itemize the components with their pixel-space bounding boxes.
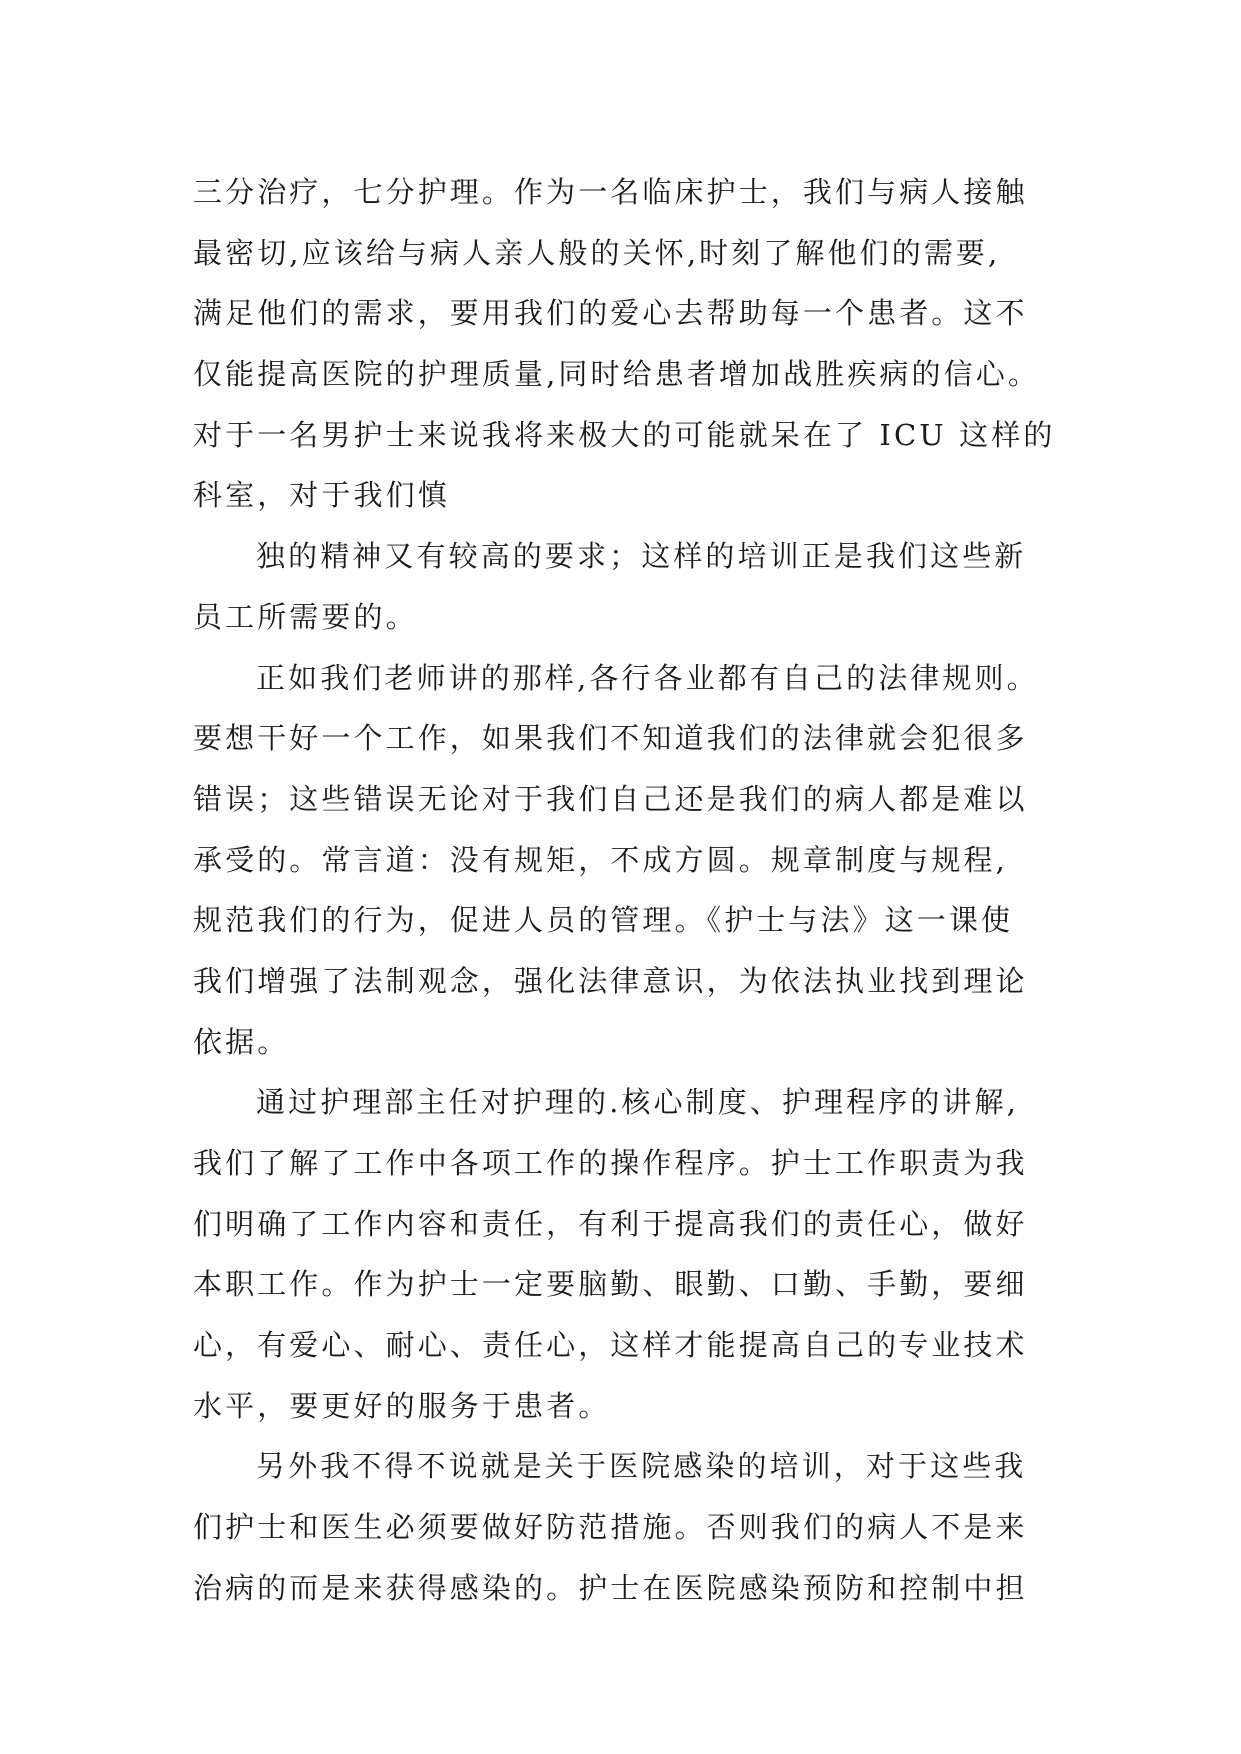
text-line: 三分治疗，七分护理。作为一名临床护士，我们与病人接触 [193, 175, 1028, 209]
text-line: 仅能提高医院的护理质量,同时给患者增加战胜疾病的信心。 [193, 357, 1040, 392]
text-line: 另外我不得不说就是关于医院感染的培训，对于这些我 [256, 1449, 1027, 1484]
text-line: 正如我们老师讲的那样,各行各业都有自己的法律规则。 [256, 660, 1039, 695]
text-line: 错误；这些错误无论对于我们自己还是我们的病人都是难以 [193, 781, 1028, 816]
text-line: 我们了解了工作中各项工作的操作程序。护士工作职责为我 [193, 1146, 1028, 1180]
text-line: 治病的而是来获得感染的。护士在医院感染预防和控制中担 [193, 1570, 1028, 1605]
text-line: 要想干好一个工作，如果我们不知道我们的法律就会犯很多 [193, 721, 1028, 756]
text-line: 承受的。常言道：没有规矩，不成方圆。规章制度与规程, [193, 842, 1008, 877]
text-line: 本职工作。作为护士一定要脑勤、眼勤、口勤、手勤，要细 [193, 1267, 1028, 1302]
text-line: 对于一名男护士来说我将来极大的可能就呆在了 ICU 这样的 [193, 417, 1056, 452]
text-line: 们护士和医生必须要做好防范措施。否则我们的病人不是来 [193, 1510, 1028, 1545]
text-line: 最密切,应该给与病人亲人般的关怀,时刻了解他们的需要, [193, 235, 1001, 270]
text-line: 水平，要更好的服务于患者。 [193, 1388, 611, 1423]
text-line: 员工所需要的。 [193, 599, 418, 634]
document-body [193, 162, 1056, 1619]
text-line: 独的精神又有较高的要求；这样的培训正是我们这些新 [256, 539, 1027, 574]
text-line: 通过护理部主任对护理的.核心制度、护理程序的讲解, [256, 1085, 1019, 1120]
text-line: 我们增强了法制观念，强化法律意识，为依法执业找到理论 [193, 963, 1028, 998]
text-line: 满足他们的需求，要用我们的爱心去帮助每一个患者。这不 [193, 296, 1028, 331]
text-line: 心，有爱心、耐心、责任心，这样才能提高自己的专业技术 [193, 1328, 1028, 1363]
text-line: 们明确了工作内容和责任，有利于提高我们的责任心，做好 [193, 1206, 1028, 1241]
text-line: 规范我们的行为，促进人员的管理。《护士与法》这一课使 [193, 903, 1014, 938]
text-line: 科室，对于我们慎 [193, 478, 450, 513]
text-line: 依据。 [193, 1024, 290, 1059]
